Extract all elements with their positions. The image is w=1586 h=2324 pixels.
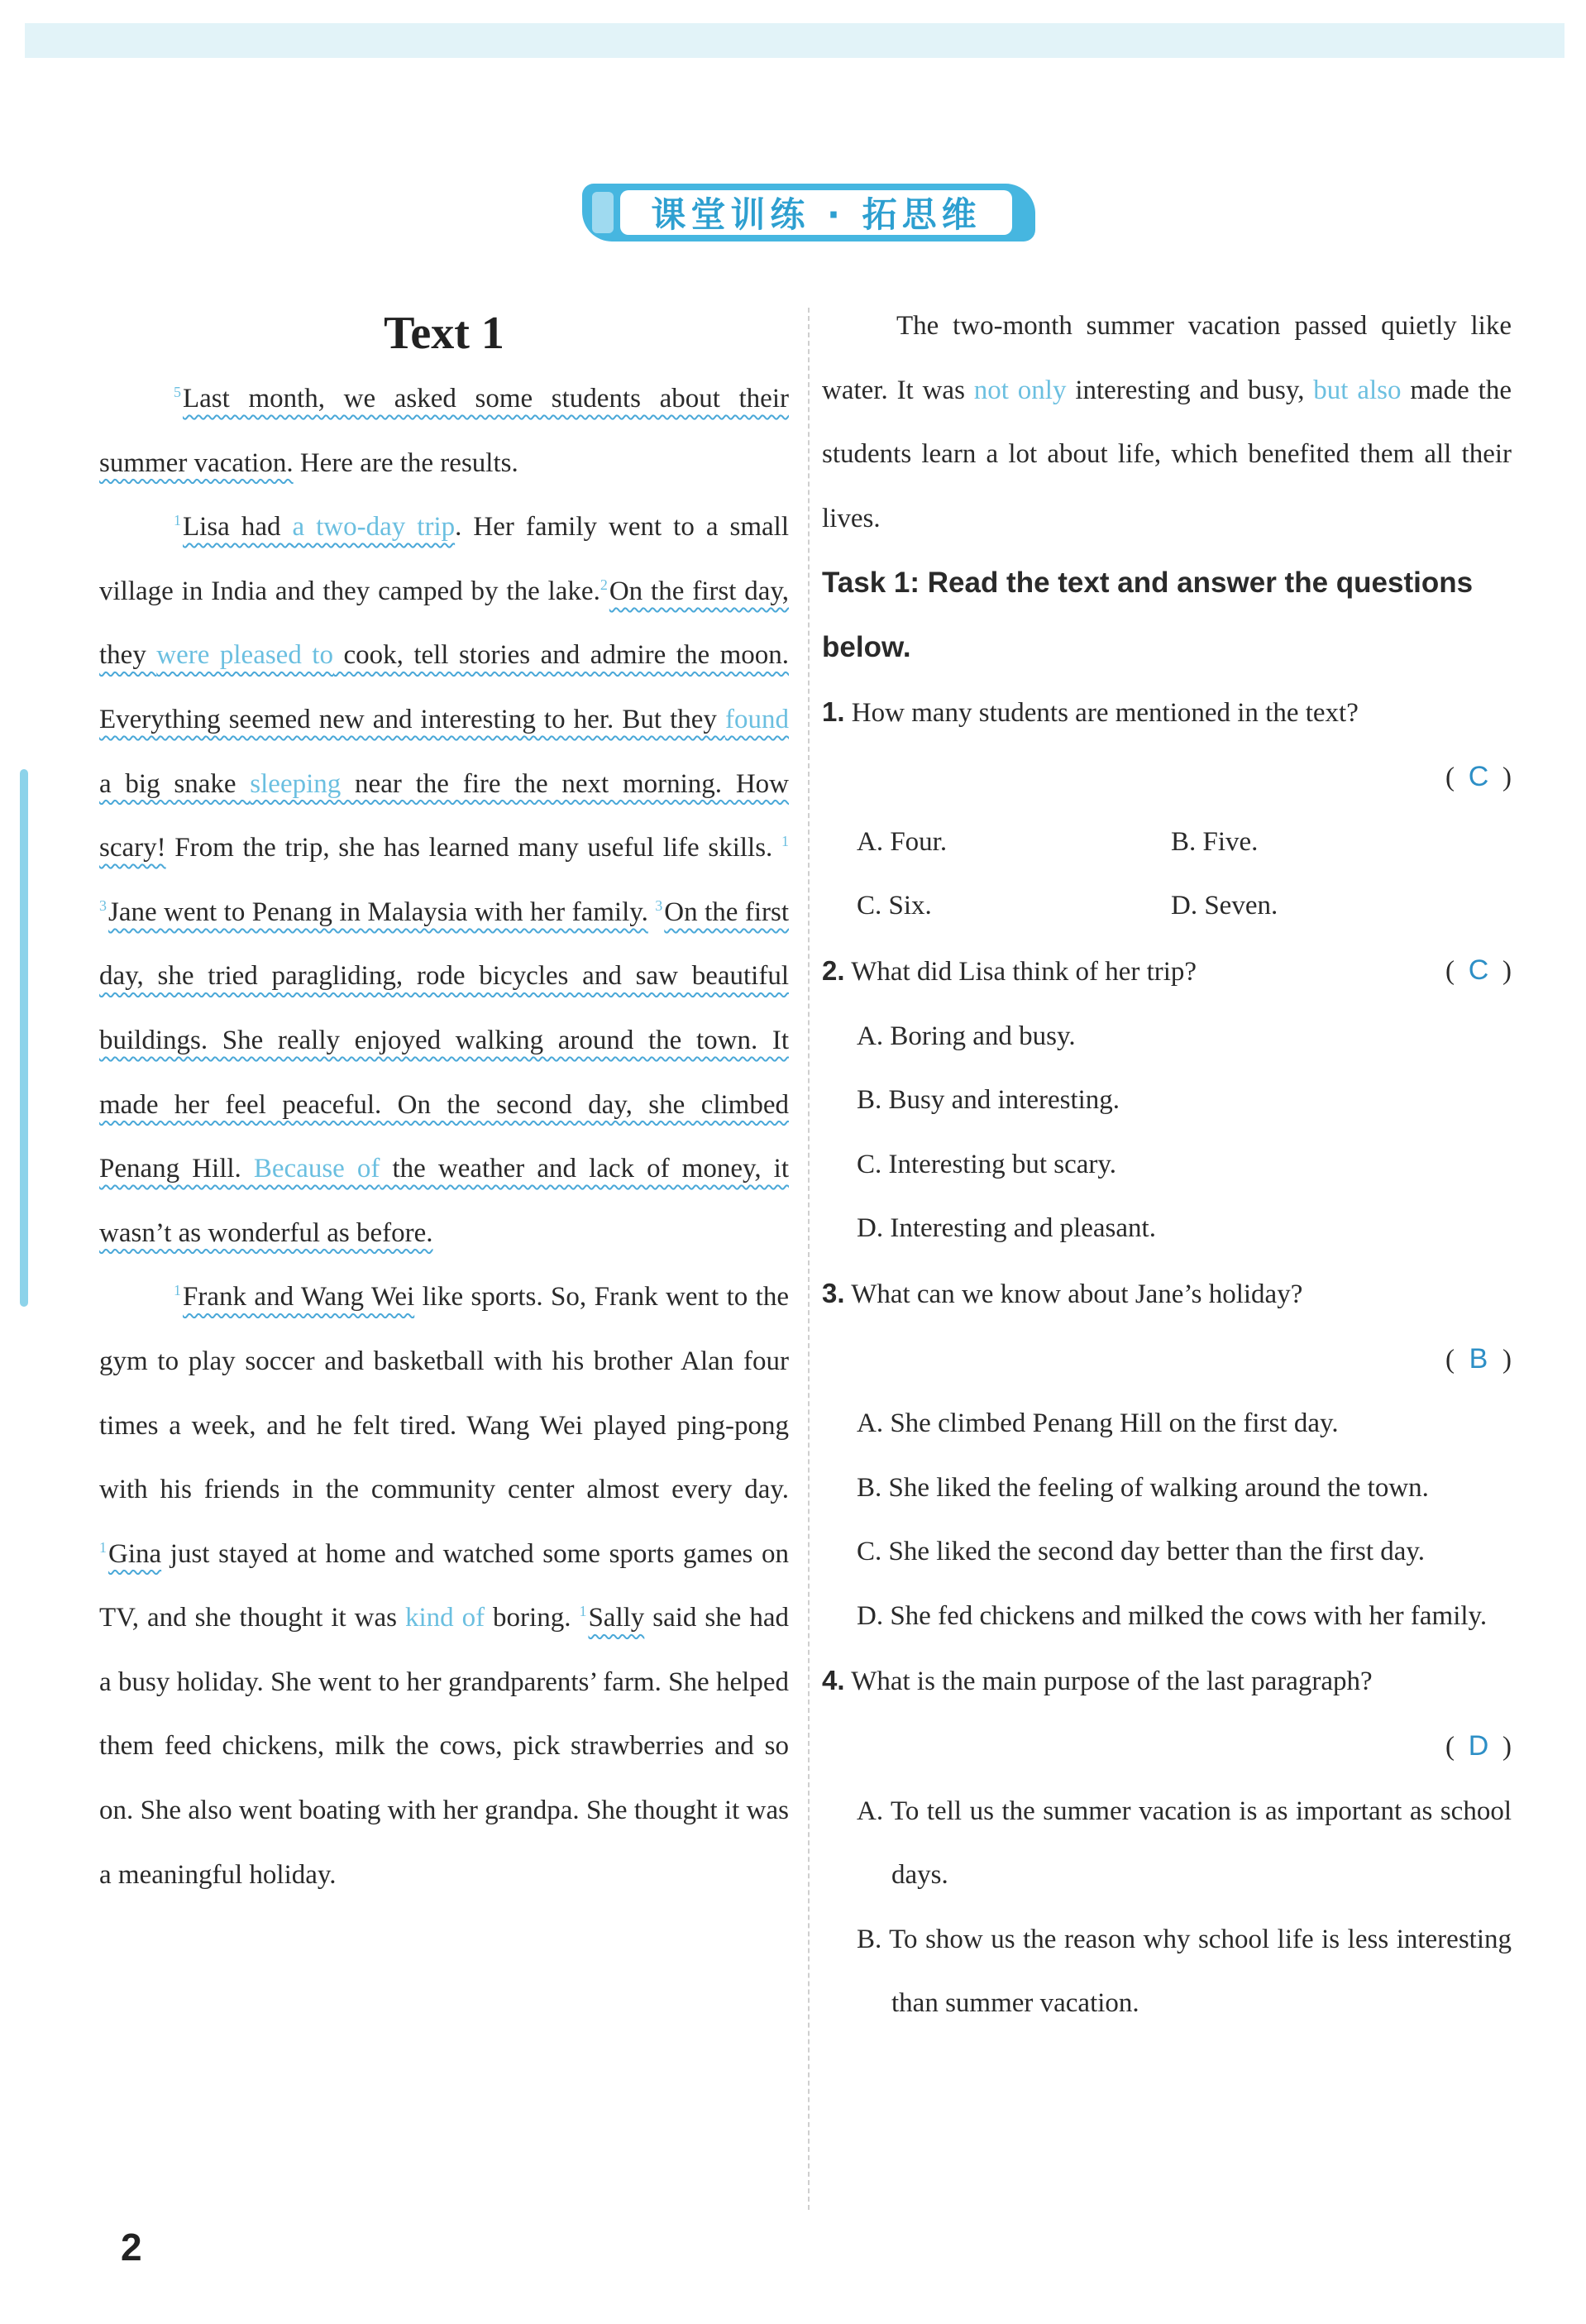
highlighted-phrase: kind of xyxy=(404,1603,485,1633)
option: A. Boring and busy. xyxy=(857,1021,1076,1051)
underlined-phrase: Sally xyxy=(588,1603,645,1633)
options-1b: C. Six. D. Seven. xyxy=(857,891,1278,921)
paragraph-intro xyxy=(99,367,789,495)
underlined-phrase: Frank and Wang Wei xyxy=(183,1282,415,1313)
section-banner xyxy=(582,175,1042,251)
text-title: Text 1 xyxy=(384,308,504,359)
highlighted-phrase: a two-day trip xyxy=(292,512,456,543)
marker: 5 xyxy=(174,384,181,400)
marker: 1 3 xyxy=(99,833,789,914)
underlined-sentence: On the first day, she tried paragliding, rode bicycles and saw beautiful buildings. She really enjoyed walking around the town. It made her feel peaceful. On the second day, she climbed Penang Hill. Because of the weather and lack of money, it wasn’t as wonderful as before. xyxy=(99,897,790,1248)
underlined-sentence: Lisa had a two-day trip xyxy=(183,512,456,543)
left-edge-tab xyxy=(20,769,28,1307)
marker: 1 xyxy=(174,512,181,529)
option: B. She liked the feeling of walking around the town. xyxy=(857,1472,1429,1503)
question-4: 4. What is the main purpose of the last paragraph? xyxy=(822,1665,1373,1697)
option: D. She fed chickens and milked the cows with her family. xyxy=(857,1600,1488,1631)
marker: 1 xyxy=(99,1538,107,1556)
options-1a: A. Four. B. Five. xyxy=(857,826,1259,857)
answer-1: ( C ) xyxy=(822,745,1512,811)
column-divider xyxy=(808,308,810,2210)
underlined-sentence: Last month, we asked some students about their summer vacation. xyxy=(99,384,789,478)
highlighted-phrase: sleeping xyxy=(250,768,342,799)
answer-letter: D xyxy=(1468,1730,1489,1762)
banner-title: 课堂训练 · 拓思维 xyxy=(620,190,1012,235)
underlined-phrase: Gina xyxy=(108,1538,162,1569)
option: B. Busy and interesting. xyxy=(857,1085,1120,1116)
answer-3: ( B ) xyxy=(822,1327,1512,1393)
paragraph-lisa-jane: $^1$Lisa had a two-day trip. Her family went to a small village in India and they camped by the lake.$^2$On the first day, they were pleased to cook, tell stories and admire the moon. Everything seemed new and interesting to her. But they found a big snake sleeping near the fire the next morning. How scary! From the trip, she has learned many useful life skills. $^{1 3}$Jane went to Penang in Malaysia with her family. $^3$On the first day, she tried paragliding, rode bicycles and saw beautiful buildings. She really enjoyed walking around the town. It made her feel peaceful. On the second day, she climbed Penang Hill. Because of the weather and lack of money, it wasn’t as wonderful as before. xyxy=(99,512,790,1248)
marker: 1 xyxy=(579,1603,587,1620)
option: B. To show us the reason why school life is less interesting than summer vacation. xyxy=(857,1924,1512,2019)
option: C. She liked the second day better than the first day. xyxy=(857,1537,1426,1567)
marker: 2 xyxy=(600,576,608,593)
top-color-band xyxy=(25,23,1565,58)
question-3: 3. What can we know about Jane’s holiday? xyxy=(822,1277,1303,1309)
answer-letter: C xyxy=(1468,761,1489,793)
answer-4: ( D ) xyxy=(822,1714,1512,1780)
banner-tab xyxy=(592,192,614,233)
paragraph-frank-gina-sally: $^1$Frank and Wang Wei like sports. So, Frank went to the gym to play soccer and basketball with his brother Alan four times a week, and he felt tired. Wang Wei played ping-pong with his friends in the community center almost every day. $^1$Gina just stayed at home and watched some sports games on TV, and she thought it was kind of boring. $^1$Sally said she had a busy holiday. She went to her grandparents’ farm. She helped them feed chickens, milk the cows, pick strawberries and so on. She also went boating with her grandpa. She thought it was a meaningful holiday. xyxy=(99,1282,790,1890)
answer-letter: B xyxy=(1469,1342,1488,1375)
highlighted-phrase: Because of xyxy=(253,1154,380,1184)
question-1: 1. How many students are mentioned in the text? xyxy=(822,696,1359,728)
option: C. Interesting but scary. xyxy=(857,1149,1117,1179)
text-run: Here are the results. xyxy=(293,447,518,478)
highlighted-phrase: found xyxy=(725,704,789,734)
marker: 3 xyxy=(655,897,663,914)
right-column xyxy=(822,299,1512,2036)
paragraph-conclusion: The two-month summer vacation passed quietly like water. It was not only interesting and busy, but also made the students learn a lot about life, which benefited them all their lives. xyxy=(822,311,1512,533)
answer-letter: C xyxy=(1468,954,1489,986)
option: A. She climbed Penang Hill on the first day. xyxy=(857,1408,1339,1439)
question-2: 2. What did Lisa think of her trip? ( C ) xyxy=(822,939,1512,1005)
marker: 1 xyxy=(174,1282,181,1299)
left-column xyxy=(99,299,789,1907)
option: A. To tell us the summer vacation is as important as school days. xyxy=(857,1796,1512,1891)
highlighted-phrase: but also xyxy=(1313,375,1402,405)
underlined-sentence: On the first day, they were pleased to cook, tell stories and admire the moon. Everything seemed new and interesting to her. But they found a big snake sleeping near the fire the next morning. How scary! xyxy=(99,576,790,863)
highlighted-phrase: not only xyxy=(973,375,1067,405)
task-heading: Task 1: Read the text and answer the questions below. xyxy=(822,567,1474,663)
page-number: 2 xyxy=(121,2226,142,2269)
highlighted-phrase: were pleased to xyxy=(156,640,333,671)
option: D. Interesting and pleasant. xyxy=(857,1213,1156,1244)
underlined-sentence: Jane went to Penang in Malaysia with her family. xyxy=(108,897,648,927)
